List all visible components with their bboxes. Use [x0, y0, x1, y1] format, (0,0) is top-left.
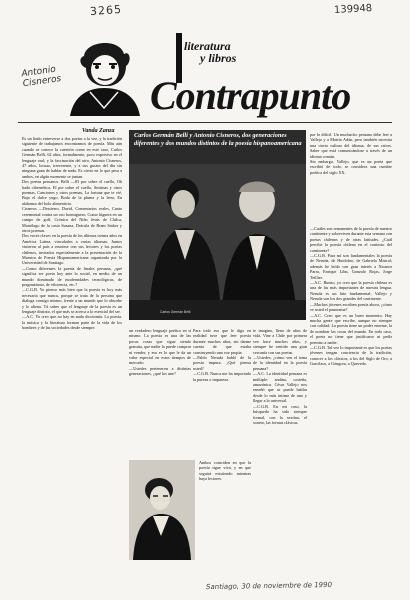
photo-credit: Carlos Germán Belli: [160, 310, 191, 314]
article-column-6: te imagino, lleno de años de vida. Vine a Chile por primera vez hace muchos años, y siempre he sentido una gran cercanía con sus poetas. —Ustedes, ¿cómo ven el tema de la identidad en la poesía peruana? —A.C. La identidad peruana es múltiple: andina, costeña, amazónica. César Vallejo nos enseñó que se puede hablar desde lo más íntimo de uno y llegar a lo universal. —C.G.B. En mi caso, la búsqueda ha sido siempre formal, con la sextina, el soneto, las formas clásicas.: [253, 328, 307, 425]
article-column-1: Es un lindo entreverse a dos poetas a la vez, y la tradición siguiente de trabajamos encontramos de poesía. Más aún cuando se conoce la cuestión como en este caso, Carlos Germán Belli, 62 años, formalmente, poco expresivo en el lenguaje oral; y la fascinación del otro, Antonio Cisneros, 47 años, locuaz, irreverente, y a sus gustos del día sin ninguna gana de hablar de nada. Es cierto en lo que pesa a ambos, en algún momento se juntan. Dos poetas peruanos. Belli —83 por sobre el cuello, Oh hada cibernética, El pie sobre el cuello, Sextinas y otros poemas, Canciones y otros poemas, La fortuna que te vié, Bajo el dulce yugo, Boda de la pluma y la letra, En alabanza del bolo alimenticio. Cisneros —Destierro, David, Comentarios reales, Canto ceremonial contra un oso hormiguero, Como higuera en un campo de golf, Crónica del Niño Jesús de Chilca, Monólogo de la casta Susana, Drácula de Bram Stoker y otros poemas. Dos voces claves en la poesía de los últimos treinta años en América Latina, vinculados a varias idiomas. Juntos vinieron al país a reunirse con sus lectores y los poetas chilenos, invitados especialmente a la presentación de la Muestra de Poesía Hispanoamericana organizada por la Universidad de Santiago. —Como diferentes la poesía de finales peruana, ¿qué significa ser poeta hoy ante lo social, en medio de un mundo dominado de modernidades tecnológicas, de pragmatismo, de eficiencia, etc.? —C.G.B. Yo pienso más bien que la poesía es hoy más necesaria que nunca, porque se trata de la persona que dialoga consigo mismo, frente a un mundo que lo absorbe y lo aliena. Tú sabes que el lenguaje de la poesía es un lenguaje distinto, el que más se acerca a lo esencial del ser. —A.C. Yo creo que no hay en nada dicotomía. La poesía, la música y la literatura forman parte de la vida de los hombres y de las sociedades desde siempre.: [22, 136, 122, 331]
main-photo-image: [129, 130, 306, 320]
main-photo: [129, 130, 306, 320]
kicker-line-1: literatura: [184, 39, 231, 53]
header-rule: [18, 122, 392, 123]
masthead-title: Contrapunto: [150, 73, 351, 118]
secondary-photo: [129, 460, 195, 560]
article-column-7: Ambos coinciden en que la poesía sigue viva, y en que seguirá existiendo mientras haya lectores.: [199, 460, 251, 482]
archive-number: 3265: [89, 2, 123, 19]
kicker-line-2: y libros: [200, 51, 237, 65]
article-column-2: por lo difícil. Un muchacho peruano debe leer a Vallejo y a Martín Adán, pero también necesita una cierta cultura del idioma, de sus raíces. Saber que está comunicándose a través de un idioma común. Sin embargo, Vallejo, que es un poeta que escribió de todo, se considera una cumbre poética del siglo XX.: [310, 132, 392, 175]
byline: Vanda Zanza: [82, 128, 115, 134]
article-column-5: Para todo eso que le digo en realidad tuve que leer poesía durante muchos años, sin darme cuenta de que estaba construyendo una voz propia. —Pablo Neruda habló de la poesía impura. ¿Qué piensa usted? —C.G.B. Nunca me ha importado la pureza o impureza.: [193, 328, 251, 382]
author-portrait: [60, 36, 146, 116]
author-signature: Antonio Cisneros: [20, 64, 62, 90]
handwritten-footer: Santiago, 30 de noviembre de 1990: [205, 580, 333, 592]
archive-stamp: 139948: [333, 3, 373, 16]
section-kicker: [162, 40, 252, 64]
article-column-3: —Cuáles son remanentes de la poesía de nuestro continente y sobreviven durante esta semana con poetas chilenos y de otras latitudes, ¿Cuál percibe la poesía chilena en el contexto del continente? —C.G.B. Para mí son fundamentales la poesía de Neruda, de Huidobro, de Gabriela Mistral; además he leído con gran interés a Nicanor Parra, Enrique Lihn, Gonzalo Rojas, Jorge Teillier. —A.C. Bueno, yo creo que la poesía chilena es una de las más importantes de nuestra lengua. Neruda es un hito fundamental; Vallejo y Neruda son los dos grandes del continente. —Muchos jóvenes escriben poesía ahora, ¿cómo ve usted el panorama? —A.C. Creo que es un buen momento. Hay mucha gente que escribe, aunque no siempre con calidad. La poesía tiene un poder enorme, la de nombrar las cosas del mundo. En todo caso, el poeta no tiene que justificarse ni pedir permiso a nadie. —C.G.B. Tal vez lo importante es que los poetas jóvenes tengan conciencia de la tradición, conocer a los clásicos, a los del Siglo de Oro, a Garcilaso, a Góngora, a Quevedo.: [310, 226, 392, 367]
photo-caption: Carlos Germán Belli y Antonio Cisneros, dos generaciones diferentes y dos mundos distintos de la poesía hispanoamericana: [134, 132, 302, 147]
secondary-photo-image: [129, 460, 195, 560]
article-column-4: un verdadero lenguaje poético en sí mismo. La poesía es una de las pocas cosas que sigue siendo gratuita, que nadie la puede comprar ni vender, y eso es lo que le da un valor especial en estos tiempos de mercado. —Ustedes pertenecen a distintas generaciones, ¿qué los une?: [129, 328, 191, 377]
